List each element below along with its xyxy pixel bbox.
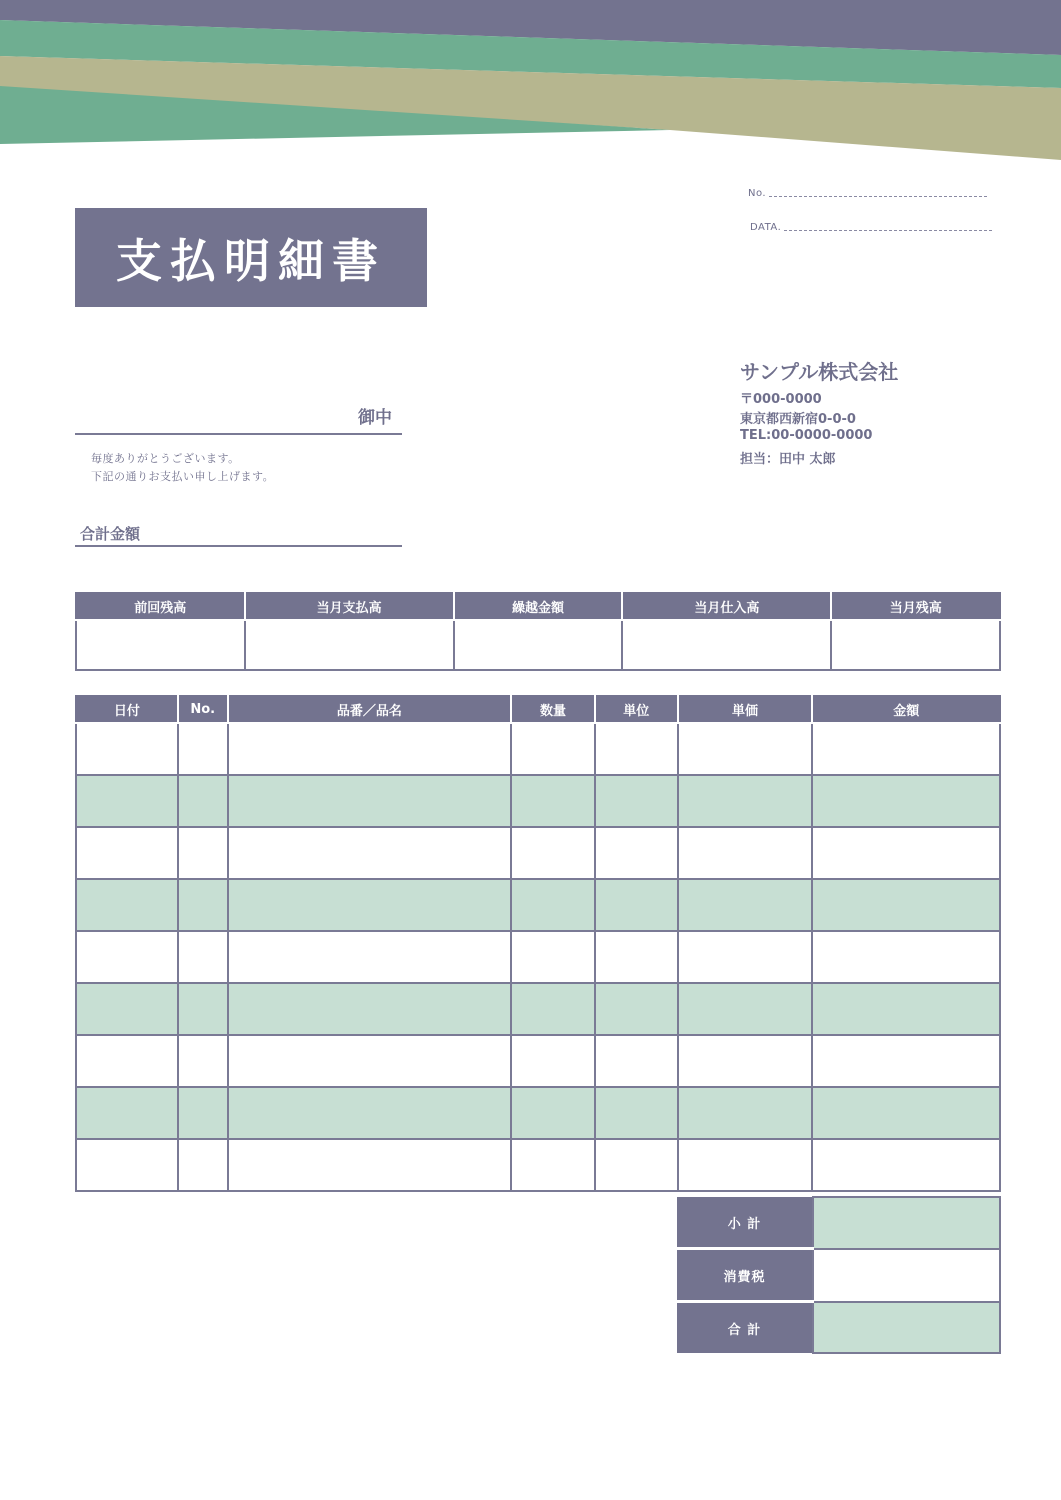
company-name: サンプル株式会社 — [740, 360, 899, 384]
item-cell-unit[interactable] — [595, 931, 678, 983]
item-cell-amount[interactable] — [812, 879, 1000, 931]
item-cell-date[interactable] — [76, 723, 178, 775]
item-cell-unit-price[interactable] — [678, 827, 813, 879]
item-cell-amount[interactable] — [812, 723, 1000, 775]
item-cell-no[interactable] — [178, 931, 228, 983]
item-cell-unit[interactable] — [595, 1087, 678, 1139]
item-cell-amount[interactable] — [812, 983, 1000, 1035]
date-label: DATA. — [750, 222, 782, 233]
item-cell-item[interactable] — [228, 983, 511, 1035]
item-cell-item[interactable] — [228, 931, 511, 983]
item-cell-unit-price[interactable] — [678, 1035, 813, 1087]
item-cell-amount[interactable] — [812, 1035, 1000, 1087]
total-amount-label: 合計金額 — [80, 525, 141, 543]
item-cell-no[interactable] — [178, 1087, 228, 1139]
date-blank — [784, 230, 992, 231]
subtotal-row — [677, 1197, 1000, 1249]
total-label: 合 計 — [677, 1302, 813, 1354]
item-cell-quantity[interactable] — [511, 1087, 595, 1139]
item-cell-unit-price[interactable] — [678, 1087, 813, 1139]
table-row — [76, 827, 1000, 879]
item-cell-quantity[interactable] — [511, 827, 595, 879]
tax-value[interactable] — [813, 1249, 1000, 1302]
item-cell-date[interactable] — [76, 1139, 178, 1191]
item-cell-amount[interactable] — [812, 1087, 1000, 1139]
item-cell-no[interactable] — [178, 775, 228, 827]
item-cell-item[interactable] — [228, 775, 511, 827]
item-cell-no[interactable] — [178, 827, 228, 879]
table-row — [76, 931, 1000, 983]
tax-label: 消費税 — [677, 1249, 813, 1302]
items-header-unit-price: 単価 — [678, 696, 813, 723]
item-cell-unit-price[interactable] — [678, 879, 813, 931]
items-header-date: 日付 — [76, 696, 178, 723]
table-row — [76, 723, 1000, 775]
summary-cell[interactable] — [454, 620, 623, 670]
item-cell-quantity[interactable] — [511, 931, 595, 983]
item-cell-amount[interactable] — [812, 827, 1000, 879]
items-header-no: No. — [178, 696, 228, 723]
recipient-field[interactable] — [75, 433, 402, 435]
summary-table — [75, 592, 1001, 671]
item-cell-item[interactable] — [228, 1139, 511, 1191]
item-cell-quantity[interactable] — [511, 1035, 595, 1087]
number-label: No. — [748, 188, 767, 199]
summary-header-carryover: 繰越金額 — [454, 593, 623, 620]
items-table — [75, 695, 1001, 1192]
summary-cell[interactable] — [245, 620, 454, 670]
item-cell-unit[interactable] — [595, 879, 678, 931]
item-cell-date[interactable] — [76, 775, 178, 827]
item-cell-unit[interactable] — [595, 983, 678, 1035]
item-cell-item[interactable] — [228, 723, 511, 775]
greeting-line-2: 下記の通りお支払い申し上げます。 — [91, 470, 275, 483]
summary-cell[interactable] — [622, 620, 831, 670]
items-header-unit: 単位 — [595, 696, 678, 723]
item-cell-date[interactable] — [76, 983, 178, 1035]
recipient-suffix: 御中 — [358, 408, 392, 428]
items-header-quantity: 数量 — [511, 696, 595, 723]
item-cell-unit-price[interactable] — [678, 931, 813, 983]
item-cell-date[interactable] — [76, 1087, 178, 1139]
item-cell-no[interactable] — [178, 723, 228, 775]
item-cell-quantity[interactable] — [511, 1139, 595, 1191]
number-field[interactable] — [748, 188, 987, 199]
table-row — [76, 1035, 1000, 1087]
subtotal-value[interactable] — [813, 1197, 1000, 1249]
table-row — [76, 775, 1000, 827]
number-blank — [769, 196, 987, 197]
summary-header-purchases: 当月仕入高 — [622, 593, 831, 620]
item-cell-date[interactable] — [76, 1035, 178, 1087]
item-cell-quantity[interactable] — [511, 723, 595, 775]
summary-header-row — [76, 593, 1000, 620]
company-postal: 〒000-0000 — [740, 392, 822, 407]
item-cell-unit-price[interactable] — [678, 983, 813, 1035]
item-cell-unit[interactable] — [595, 827, 678, 879]
company-address: 東京都西新宿0-0-0 — [740, 412, 856, 427]
item-cell-date[interactable] — [76, 827, 178, 879]
table-row — [76, 983, 1000, 1035]
item-cell-amount[interactable] — [812, 1139, 1000, 1191]
greeting-line-1: 毎度ありがとうございます。 — [91, 452, 240, 465]
item-cell-no[interactable] — [178, 1035, 228, 1087]
summary-cell[interactable] — [831, 620, 1000, 670]
totals-table — [677, 1196, 1001, 1354]
document-title: 支払明細書 — [75, 208, 427, 307]
item-cell-unit[interactable] — [595, 775, 678, 827]
item-cell-no[interactable] — [178, 879, 228, 931]
date-field[interactable] — [750, 222, 992, 233]
header-banner — [0, 0, 1061, 170]
item-cell-quantity[interactable] — [511, 775, 595, 827]
item-cell-quantity[interactable] — [511, 879, 595, 931]
summary-value-row — [76, 620, 1000, 670]
summary-header-current-balance: 当月残高 — [831, 593, 1000, 620]
items-header-item: 品番／品名 — [228, 696, 511, 723]
tax-row — [677, 1249, 1000, 1302]
item-cell-unit-price[interactable] — [678, 723, 813, 775]
item-cell-amount[interactable] — [812, 931, 1000, 983]
summary-header-payments: 当月支払高 — [245, 593, 454, 620]
table-row — [76, 879, 1000, 931]
item-cell-item[interactable] — [228, 1087, 511, 1139]
table-row — [76, 1139, 1000, 1191]
item-cell-unit[interactable] — [595, 723, 678, 775]
item-cell-unit-price[interactable] — [678, 775, 813, 827]
item-cell-amount[interactable] — [812, 775, 1000, 827]
total-row — [677, 1302, 1000, 1354]
item-cell-unit[interactable] — [595, 1139, 678, 1191]
company-contact: 担当：田中 太郎 — [740, 452, 836, 467]
item-cell-quantity[interactable] — [511, 983, 595, 1035]
table-row — [76, 1087, 1000, 1139]
total-value[interactable] — [813, 1302, 1000, 1354]
item-cell-item[interactable] — [228, 879, 511, 931]
item-cell-no[interactable] — [178, 983, 228, 1035]
company-tel: TEL:00-0000-0000 — [740, 428, 873, 443]
items-body — [76, 723, 1000, 1191]
item-cell-unit[interactable] — [595, 1035, 678, 1087]
items-header-amount: 金額 — [812, 696, 1000, 723]
item-cell-item[interactable] — [228, 1035, 511, 1087]
item-cell-unit-price[interactable] — [678, 1139, 813, 1191]
items-header-row — [76, 696, 1000, 723]
summary-cell[interactable] — [76, 620, 245, 670]
item-cell-item[interactable] — [228, 827, 511, 879]
total-amount-field[interactable] — [75, 545, 402, 547]
subtotal-label: 小 計 — [677, 1197, 813, 1249]
item-cell-date[interactable] — [76, 879, 178, 931]
summary-header-previous-balance: 前回残高 — [76, 593, 245, 620]
item-cell-no[interactable] — [178, 1139, 228, 1191]
item-cell-date[interactable] — [76, 931, 178, 983]
